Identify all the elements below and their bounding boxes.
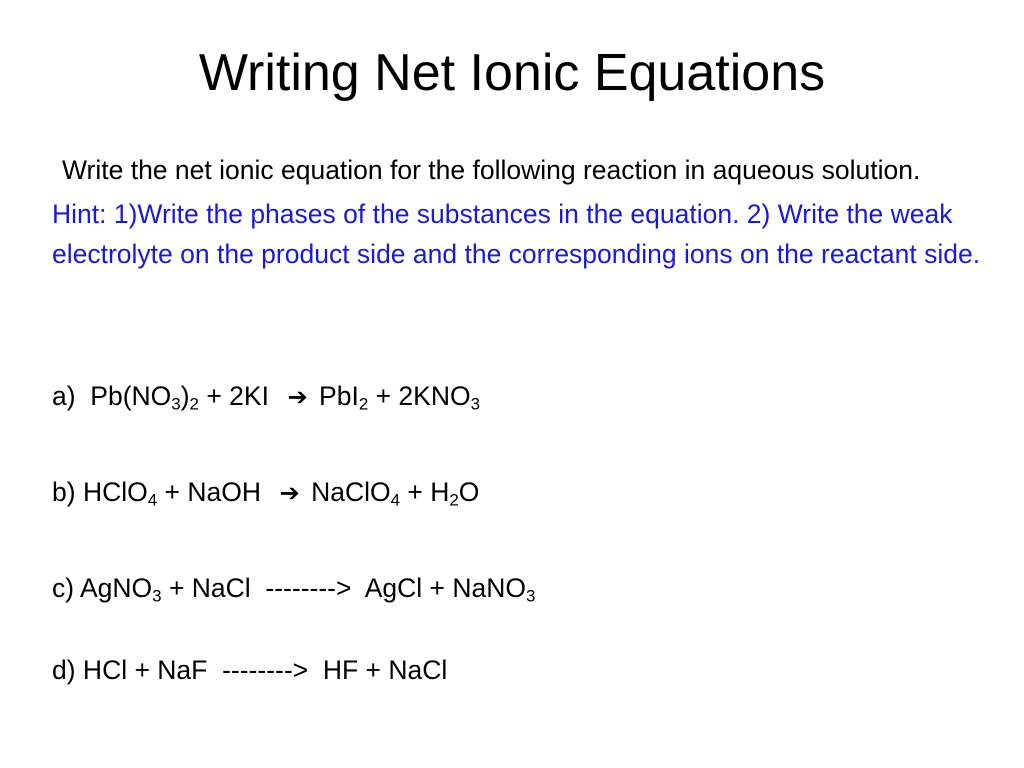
equation-a-part: PbI [311, 381, 359, 411]
equation-b-label: b) [52, 477, 83, 507]
hint-text: Hint: 1)Write the phases of the substances in the equation. 2) Write the weak electrolyte on the product side and the corresponding ions on the reactant side. [52, 199, 981, 269]
equation-a-part: + 2KNO [368, 381, 471, 411]
slide-body [52, 150, 992, 685]
equation-b-part: HClO [82, 477, 148, 507]
equation-a-part: ) [180, 381, 190, 411]
equation-b-part: + H [400, 477, 450, 507]
equation-b-part: O [458, 477, 480, 507]
equation-c-label: c) [52, 573, 80, 603]
equation-b-subscript: 4 [390, 490, 401, 510]
intro-text: Write the net ionic equation for the following reaction in aqueous solution. [62, 155, 921, 185]
equation-a-subscript: 3 [470, 394, 481, 414]
equation-c [52, 568, 535, 608]
equation-c-subscript: 3 [152, 586, 162, 606]
equation-a-subscript: 3 [171, 394, 181, 414]
equation-b-subscript: 4 [147, 490, 158, 510]
equation-a-subscript: 2 [189, 394, 199, 414]
equation-b [52, 472, 479, 512]
arrow-icon: ➔ [287, 383, 308, 411]
equation-a-part: + 2KI [198, 381, 284, 411]
equation-a-part: Pb(NO [90, 381, 172, 411]
equation-c-subscript: 3 [526, 586, 536, 606]
equation-a-label: a) [52, 381, 91, 411]
equation-c-part: + NaCl --------> AgCl + NaNO [161, 573, 527, 603]
equation-a-subscript: 2 [358, 394, 369, 414]
equation-b-subscript: 2 [449, 490, 459, 510]
equation-c-part: AgNO [79, 573, 153, 603]
equation-d: d) HCl + NaF --------> HF + NaCl [52, 655, 448, 685]
arrow-icon: ➔ [279, 479, 300, 507]
equation-b-part: NaClO [303, 477, 391, 507]
equation-b-part: + NaOH [157, 477, 276, 507]
slide-title: Writing Net Ionic Equations [198, 44, 826, 102]
equation-a [52, 376, 480, 416]
